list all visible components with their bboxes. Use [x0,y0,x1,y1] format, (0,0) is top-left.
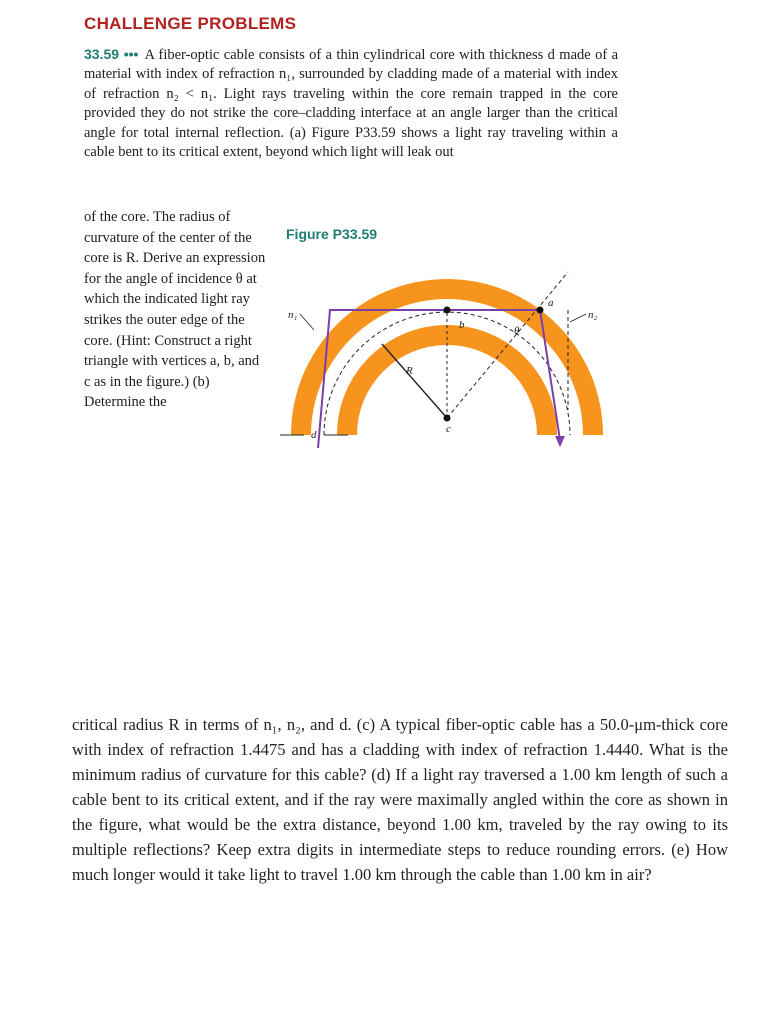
point-c [444,415,451,422]
label-b: b [459,319,465,331]
label-d: d [311,429,317,441]
problem-intro-text: A fiber-optic cable consists of a thin cylindrical core with thickness d made of a material with index of refraction n₁, surrounded by cladding made of a material with index of refraction n₂ < n₁. Light rays traveling within the core remain trapped in the core provided they do not strike the core–cladding interface at an angle larger than the critical angle for total internal reflection. (a) Figure P33.59 shows a light ray traveling within a cable bent to its critical extent, beyond which light will leak out [84,47,619,161]
n2-pointer [570,314,586,322]
fiber-optic-figure [270,250,610,450]
n1-pointer [300,314,314,330]
problem-intro [84,45,618,162]
problem-number: 33.59 ••• [84,46,139,62]
section-title: CHALLENGE PROBLEMS [84,14,297,33]
point-b [444,307,451,314]
figure-caption-label: Figure P33.59 [286,226,378,242]
label-c: c [446,423,451,435]
line-c-to-b-solid [382,344,447,418]
point-a [537,307,544,314]
difficulty-dots: ••• [123,46,139,62]
ray-arrowhead [555,436,565,447]
label-R: R [406,365,413,377]
label-a: a [548,297,554,309]
label-n1: n₁ [288,309,298,321]
label-n2: n₂ [588,309,598,321]
problem-continuation: critical radius R in terms of n₁, n₂, and d. (c) A typical fiber-optic cable has a 50.0-μm-thick core with index of refraction 1.4475 and has a cladding with index of refraction 1.4440. What is the minimum radius of curvature for this cable? (d) If a light ray traversed a 1.00 km length of such a cable bent to its critical extent, and if the ray were maximally angled within the core as shown in the figure, what would be the extra distance, beyond 1.00 km, traveled by the ray owing to its multiple reflections? Keep extra digits in intermediate steps to reduce rounding errors. (e) How much longer would it take light to travel 1.00 km through the cable than 1.00 km in air? [72,715,728,884]
label-theta: θ [514,325,520,337]
problem-column-text: of the core. The radius of curvature of the center of the core is R. Derive an expression for the angle of incidence θ at which the indicated light ray strikes the outer edge of the core. (Hint: Construct a right triangle with vertices a, b, and c as in the figure.) (b) Determine the [84,209,266,411]
figure-caption [286,226,377,242]
